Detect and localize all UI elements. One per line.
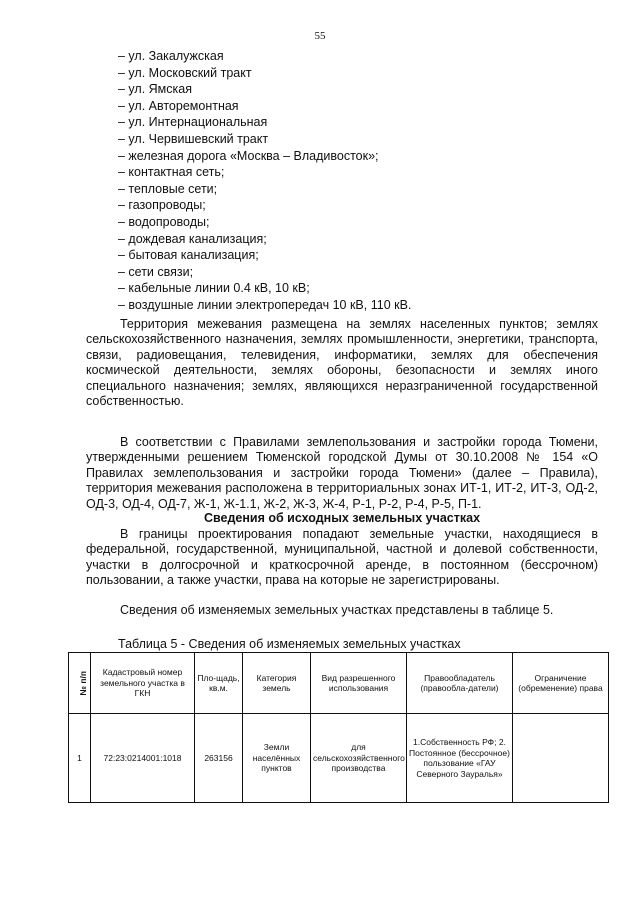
list-item: – ул. Ямская	[118, 82, 192, 97]
list-item: – ул. Авторемонтная	[118, 98, 239, 113]
cell-cadastral: 72:23:0214001:1018	[91, 714, 195, 803]
list-item: – железная дорога «Москва – Владивосток»;	[118, 148, 379, 163]
list-item: – ул. Московский тракт	[118, 65, 252, 80]
column-header-owner: Правообладатель (правообла-датели)	[407, 653, 513, 714]
zoning-paragraph	[86, 435, 598, 512]
column-header-category: Категория земель	[243, 653, 311, 714]
list-item: – воздушные линии электропередач 10 кВ, 110 кВ.	[118, 297, 412, 312]
list-item: – газопроводы;	[118, 198, 206, 213]
paragraph-text: Территория межевания размещена на землях населенных пунктов; землях сельскохозяйственного назначения, землях промышленности, энергетики, транспорта, связи, радиовещания, телевидения, информатики, землях для обеспечения космической деятельности, землях обороны, безопасности и землях иного специального назначения; землях, являющихся неразграниченной государственной собственностью.	[86, 317, 598, 409]
list-item: – бытовая канализация;	[118, 248, 259, 263]
table-reference-paragraph	[86, 603, 598, 618]
list-item: – ул. Интернациональная	[118, 115, 268, 130]
table-row	[69, 714, 609, 803]
parcels-table	[68, 652, 609, 803]
paragraph-text: В границы проектирования попадают земельные участки, находящиеся в федеральной, государственной, муниципальной, частной и долевой собственности, участки в долгосрочной и краткосрочной аренде, в постоянном (бессрочном) пользовании, а также участки, права на которые не зарегистрированы.	[86, 527, 598, 588]
column-header-area: Пло-щадь, кв.м.	[195, 653, 243, 714]
cell-owner: 1.Собственность РФ; 2. Постоянное (бессрочное) пользование «ГАУ Северного Зауралья»	[407, 714, 513, 803]
list-item: – водопроводы;	[118, 214, 210, 229]
land-categories-paragraph	[86, 317, 598, 409]
column-header-usage: Вид разрешенного использования	[311, 653, 407, 714]
column-header-number: № п/п	[69, 653, 91, 714]
section-title: Сведения об исходных земельных участках	[203, 511, 481, 525]
list-item: – тепловые сети;	[118, 181, 218, 196]
list-item: – сети связи;	[118, 264, 194, 279]
table-header-row	[69, 653, 609, 714]
cell-usage: для сельскохозяйственного производства	[311, 714, 407, 803]
paragraph-text: Сведения об изменяемых земельных участках представлены в таблице 5.	[120, 603, 554, 617]
cell-category: Земли населённых пунктов	[243, 714, 311, 803]
parcels-paragraph	[86, 527, 598, 589]
column-header-restriction: Ограничение (обременение) права	[513, 653, 609, 714]
paragraph-text: В соответствии с Правилами землепользования и застройки города Тюмени, утвержденными решением Тюменской городской Думы от 30.10.2008 № 154 «О Правилах землепользования и застройки города Тюмени» (далее – Правила), территория межевания расположена в территориальных зонах ИТ-1, ИТ-2, ИТ-3, ОД-2, ОД-3, ОД-4, ОД-7, Ж-1, Ж-1.1, Ж-2, Ж-3, Ж-4, Р-1, Р-2, Р-4, Р-5, П-1.	[86, 435, 598, 511]
cell-number: 1	[69, 714, 91, 803]
cell-area: 263156	[195, 714, 243, 803]
list-item: – ул. Закалужская	[118, 49, 224, 63]
column-header-cadastral: Кадастровый номер земельного участка в ГКН	[91, 653, 195, 714]
list-item: – контактная сеть;	[118, 165, 225, 180]
list-item: – кабельные линии 0.4 кВ, 10 кВ;	[118, 281, 310, 296]
table-caption: Таблица 5 - Сведения об изменяемых земельных участках	[118, 637, 461, 651]
utilities-list	[118, 48, 411, 314]
page-number: 55	[314, 30, 326, 42]
list-item: – дождевая канализация;	[118, 231, 267, 246]
cell-restriction	[513, 714, 609, 803]
list-item: – ул. Червишевский тракт	[118, 131, 269, 146]
